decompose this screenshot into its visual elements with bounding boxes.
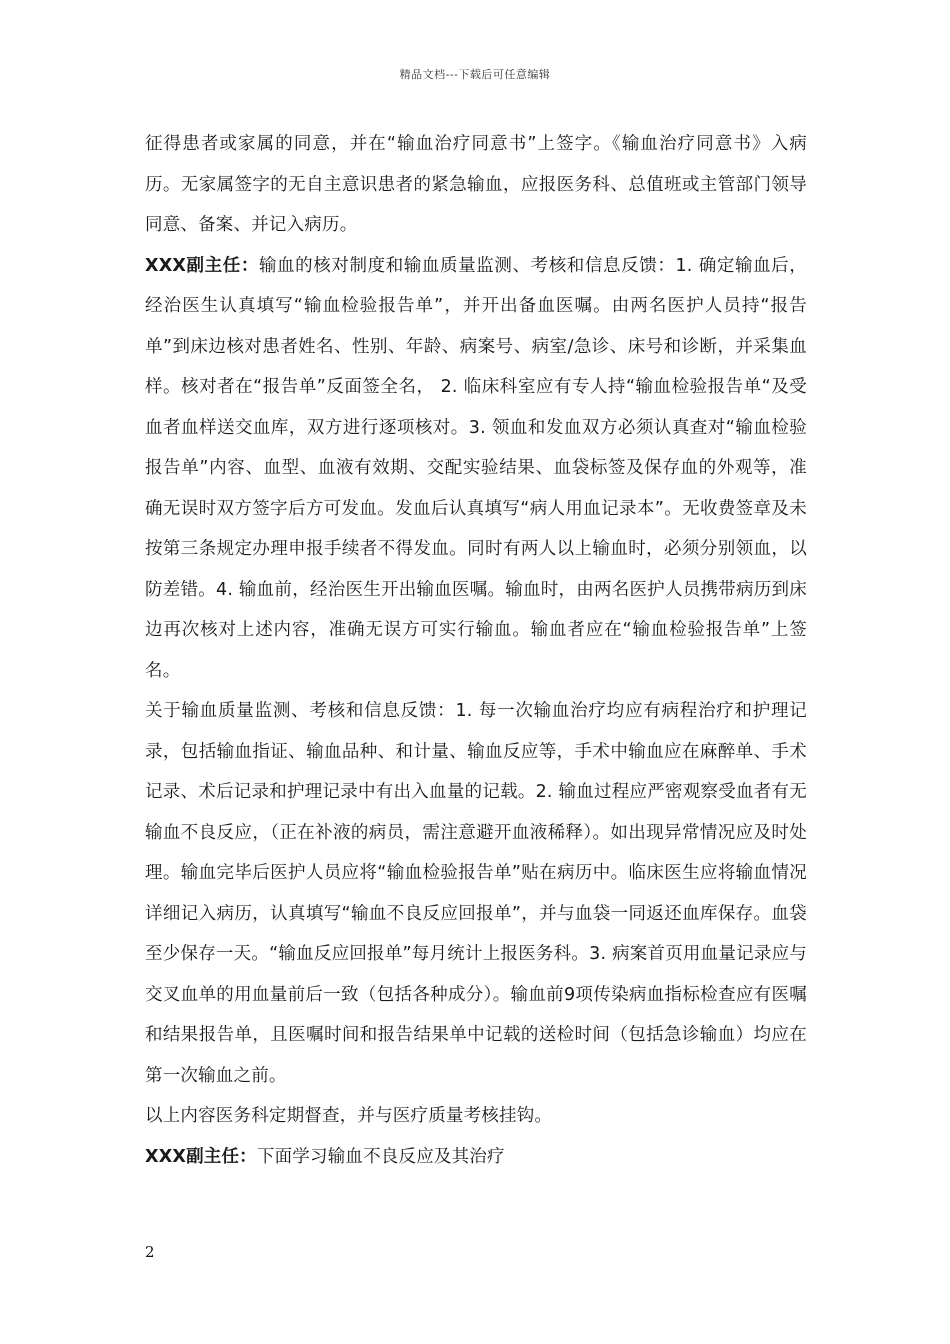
- page-header: 精品文档---下载后可任意编辑: [399, 68, 551, 81]
- page-number: 2: [145, 1243, 155, 1261]
- speaker-label: XXX副主任：: [145, 1146, 257, 1167]
- paragraph-text: 征得患者或家属的同意，并在“输血治疗同意书”上签字。《输血治疗同意书》入病历。无家属签字的无自主意识患者的紧急输血，应报医务科、总值班或主管部门领导同意、备案、并记入病历。: [145, 134, 807, 235]
- paragraph-text: 下面学习输血不良反应及其治疗: [256, 1146, 505, 1167]
- paragraph-quality-monitoring: [145, 691, 807, 1096]
- paragraph-text: 以上内容医务科定期督查，并与医疗质量考核挂钩。: [145, 1106, 553, 1126]
- paragraph-text: 输血的核对制度和输血质量监测、考核和信息反馈：1. 确定输血后，经治医生认真填写“输血检验报告单”，并开出备血医嘱。由两名医护人员持“报告单”到床边核对患者姓名、性别、年龄、病案号、病室/急诊、床号和诊断，并采集血样。核对者在“报告单”反面签全名， 2. 临床科室应有专人持“输血检验报告单“及受血者血样送交血库，双方进行逐项核对。3. 领血和发血双方必须认真查对“输血检验报告单”内容、血型、血液有效期、交配实验结果、血袋标签及保存血的外观等，准确无误时双方签字后方可发血。发血后认真填写“病人用血记录本”。无收费签章及未按第三条规定办理申报手续者不得发血。同时有两人以上输血时，必须分别领血，以防差错。4. 输血前，经治医生开出输血医嘱。输血时，由两名医护人员携带病历到床边再次核对上述内容，准确无误方可实行输血。输血者应在“输血检验报告单”上签名。: [145, 255, 807, 681]
- paragraph-text: 关于输血质量监测、考核和信息反馈：1. 每一次输血治疗均应有病程治疗和护理记录，包括输血指证、输血品种、和计量、输血反应等，手术中输血应在麻醉单、手术记录、术后记录和护理记录中有出入血量的记载。2. 输血过程应严密观察受血者有无输血不良反应，（正在补液的病员，需注意避开血液稀释）。如出现异常情况应及时处理。输血完毕后医护人员应将“输血检验报告单”贴在病历中。临床医生应将输血情况详细记入病历，认真填写“输血不良反应回报单”，并与血袋一同返还血库保存。血袋至少保存一天。“输血反应回报单”每月统计上报医务科。3. 病案首页用血量记录应与交叉血单的用血量前后一致（包括各种成分）。输血前9项传染病血指标检查应有医嘱和结果报告单，且医嘱时间和报告结果单中记载的送检时间（包括急诊输血）均应在第一次输血之前。: [145, 701, 807, 1086]
- paragraph-consent: [145, 124, 807, 246]
- document-body: [145, 124, 807, 1177]
- paragraph-next-topic: [145, 1137, 807, 1178]
- paragraph-supervision: [145, 1096, 807, 1137]
- speaker-label: XXX副主任：: [145, 255, 259, 276]
- paragraph-verification-system: [145, 246, 807, 692]
